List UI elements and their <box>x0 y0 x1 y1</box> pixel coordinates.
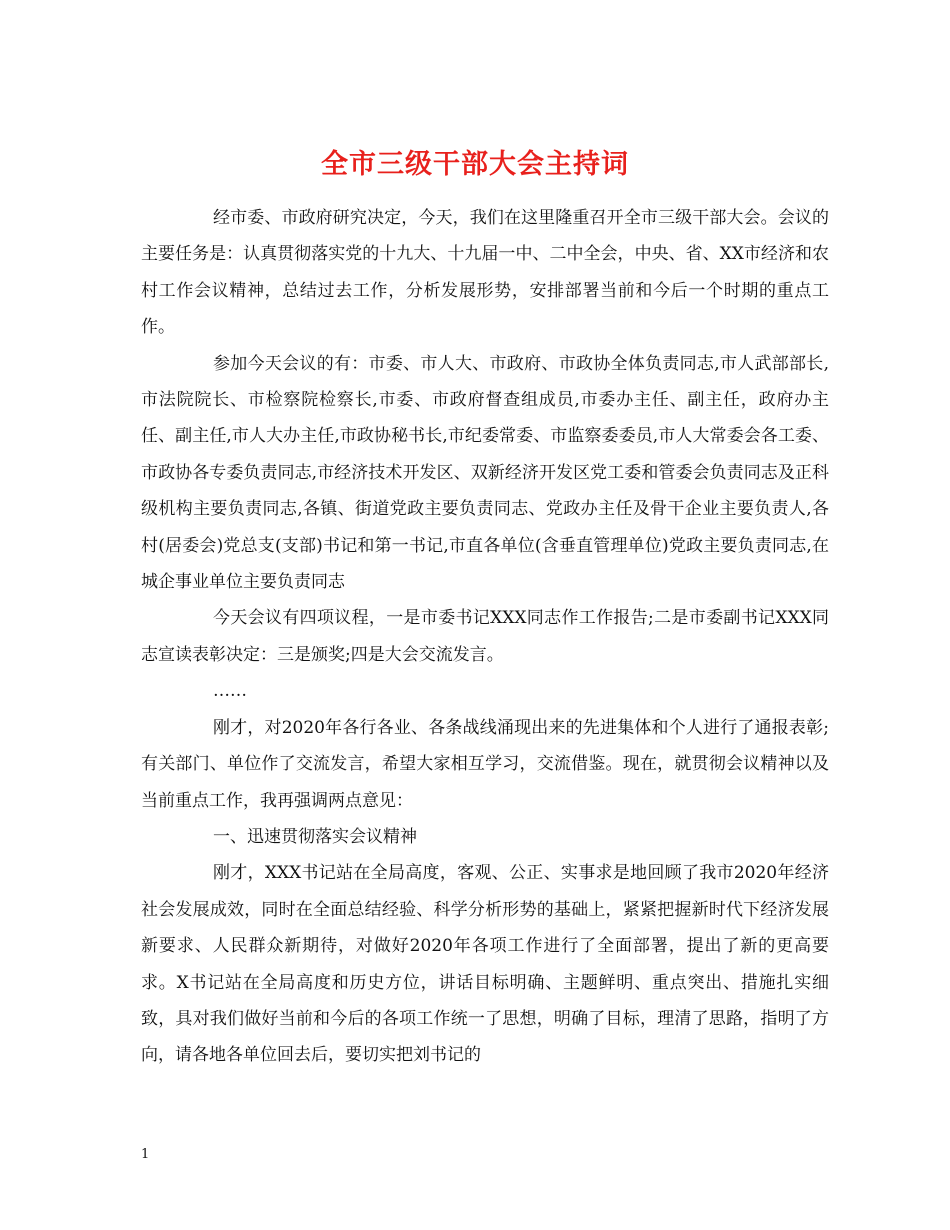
page-number: 1 <box>141 1147 150 1162</box>
document-body <box>141 200 829 1074</box>
page-title: 全市三级干部大会主持词 <box>321 149 629 181</box>
paragraph-ellipsis: …… <box>213 681 247 702</box>
paragraph-agenda: 今天会议有四项议程，一是市委书记XXX同志作工作报告;二是市委副书记XXX同志宣读表彰决定：三是颁奖;四是大会交流发言。 <box>141 608 829 665</box>
paragraph-section-1-body: 刚才，XXX书记站在全局高度，客观、公正、实事求是地回顾了我市2020年经济社会发展成效，同时在全面总结经验、科学分析形势的基础上，紧紧把握新时代下经济发展新要求、人民群众新期待，对做好2020年各项工作进行了全面部署，提出了新的更高要求。X书记站在全局高度和历史方位，讲话目标明确、主题鲜明、重点突出、措施扎实细致，具对我们做好当前和今后的各项工作统一了思想，明确了目标，理清了思路，指明了方向，请各地各单位回去后，要切实把刘书记的 <box>141 863 829 1066</box>
paragraph-meeting-purpose: 经市委、市政府研究决定，今天，我们在这里隆重召开全市三级干部大会。会议的主要任务是：认真贯彻落实党的十九大、十九届一中、二中全会，中央、省、XX市经济和农村工作会议精神，总结过去工作，分析发展形势，安排部署当前和今后一个时期的重点工作。 <box>141 208 829 338</box>
paragraph-commendation: 刚才，对2020年各行各业、各条战线涌现出来的先进集体和个人进行了通报表彰;有关部门、单位作了交流发言，希望大家相互学习，交流借鉴。现在，就贯彻会议精神以及当前重点工作，我再强调两点意见： <box>141 717 829 811</box>
paragraph-attendees: 参加今天会议的有：市委、市人大、市政府、市政协全体负责同志,市人武部部长,市法院院长、市检察院检察长,市委、市政府督查组成员,市委办主任、副主任，政府办主任、副主任,市人大办主任,市政协秘书长,市纪委常委、市监察委委员,市人大常委会各工委、市政协各专委负责同志,市经济技术开发区、双新经济开发区党工委和管委会负责同志及正科级机构主要负责同志,各镇、街道党政主要负责同志、党政办主任及骨干企业主要负责人,各村(居委会)党总支(支部)书记和第一书记,市直各单位(含垂直管理单位)党政主要负责同志,在城企事业单位主要负责同志 <box>141 353 829 593</box>
section-heading-1: 一、迅速贯彻落实会议精神 <box>213 826 417 847</box>
